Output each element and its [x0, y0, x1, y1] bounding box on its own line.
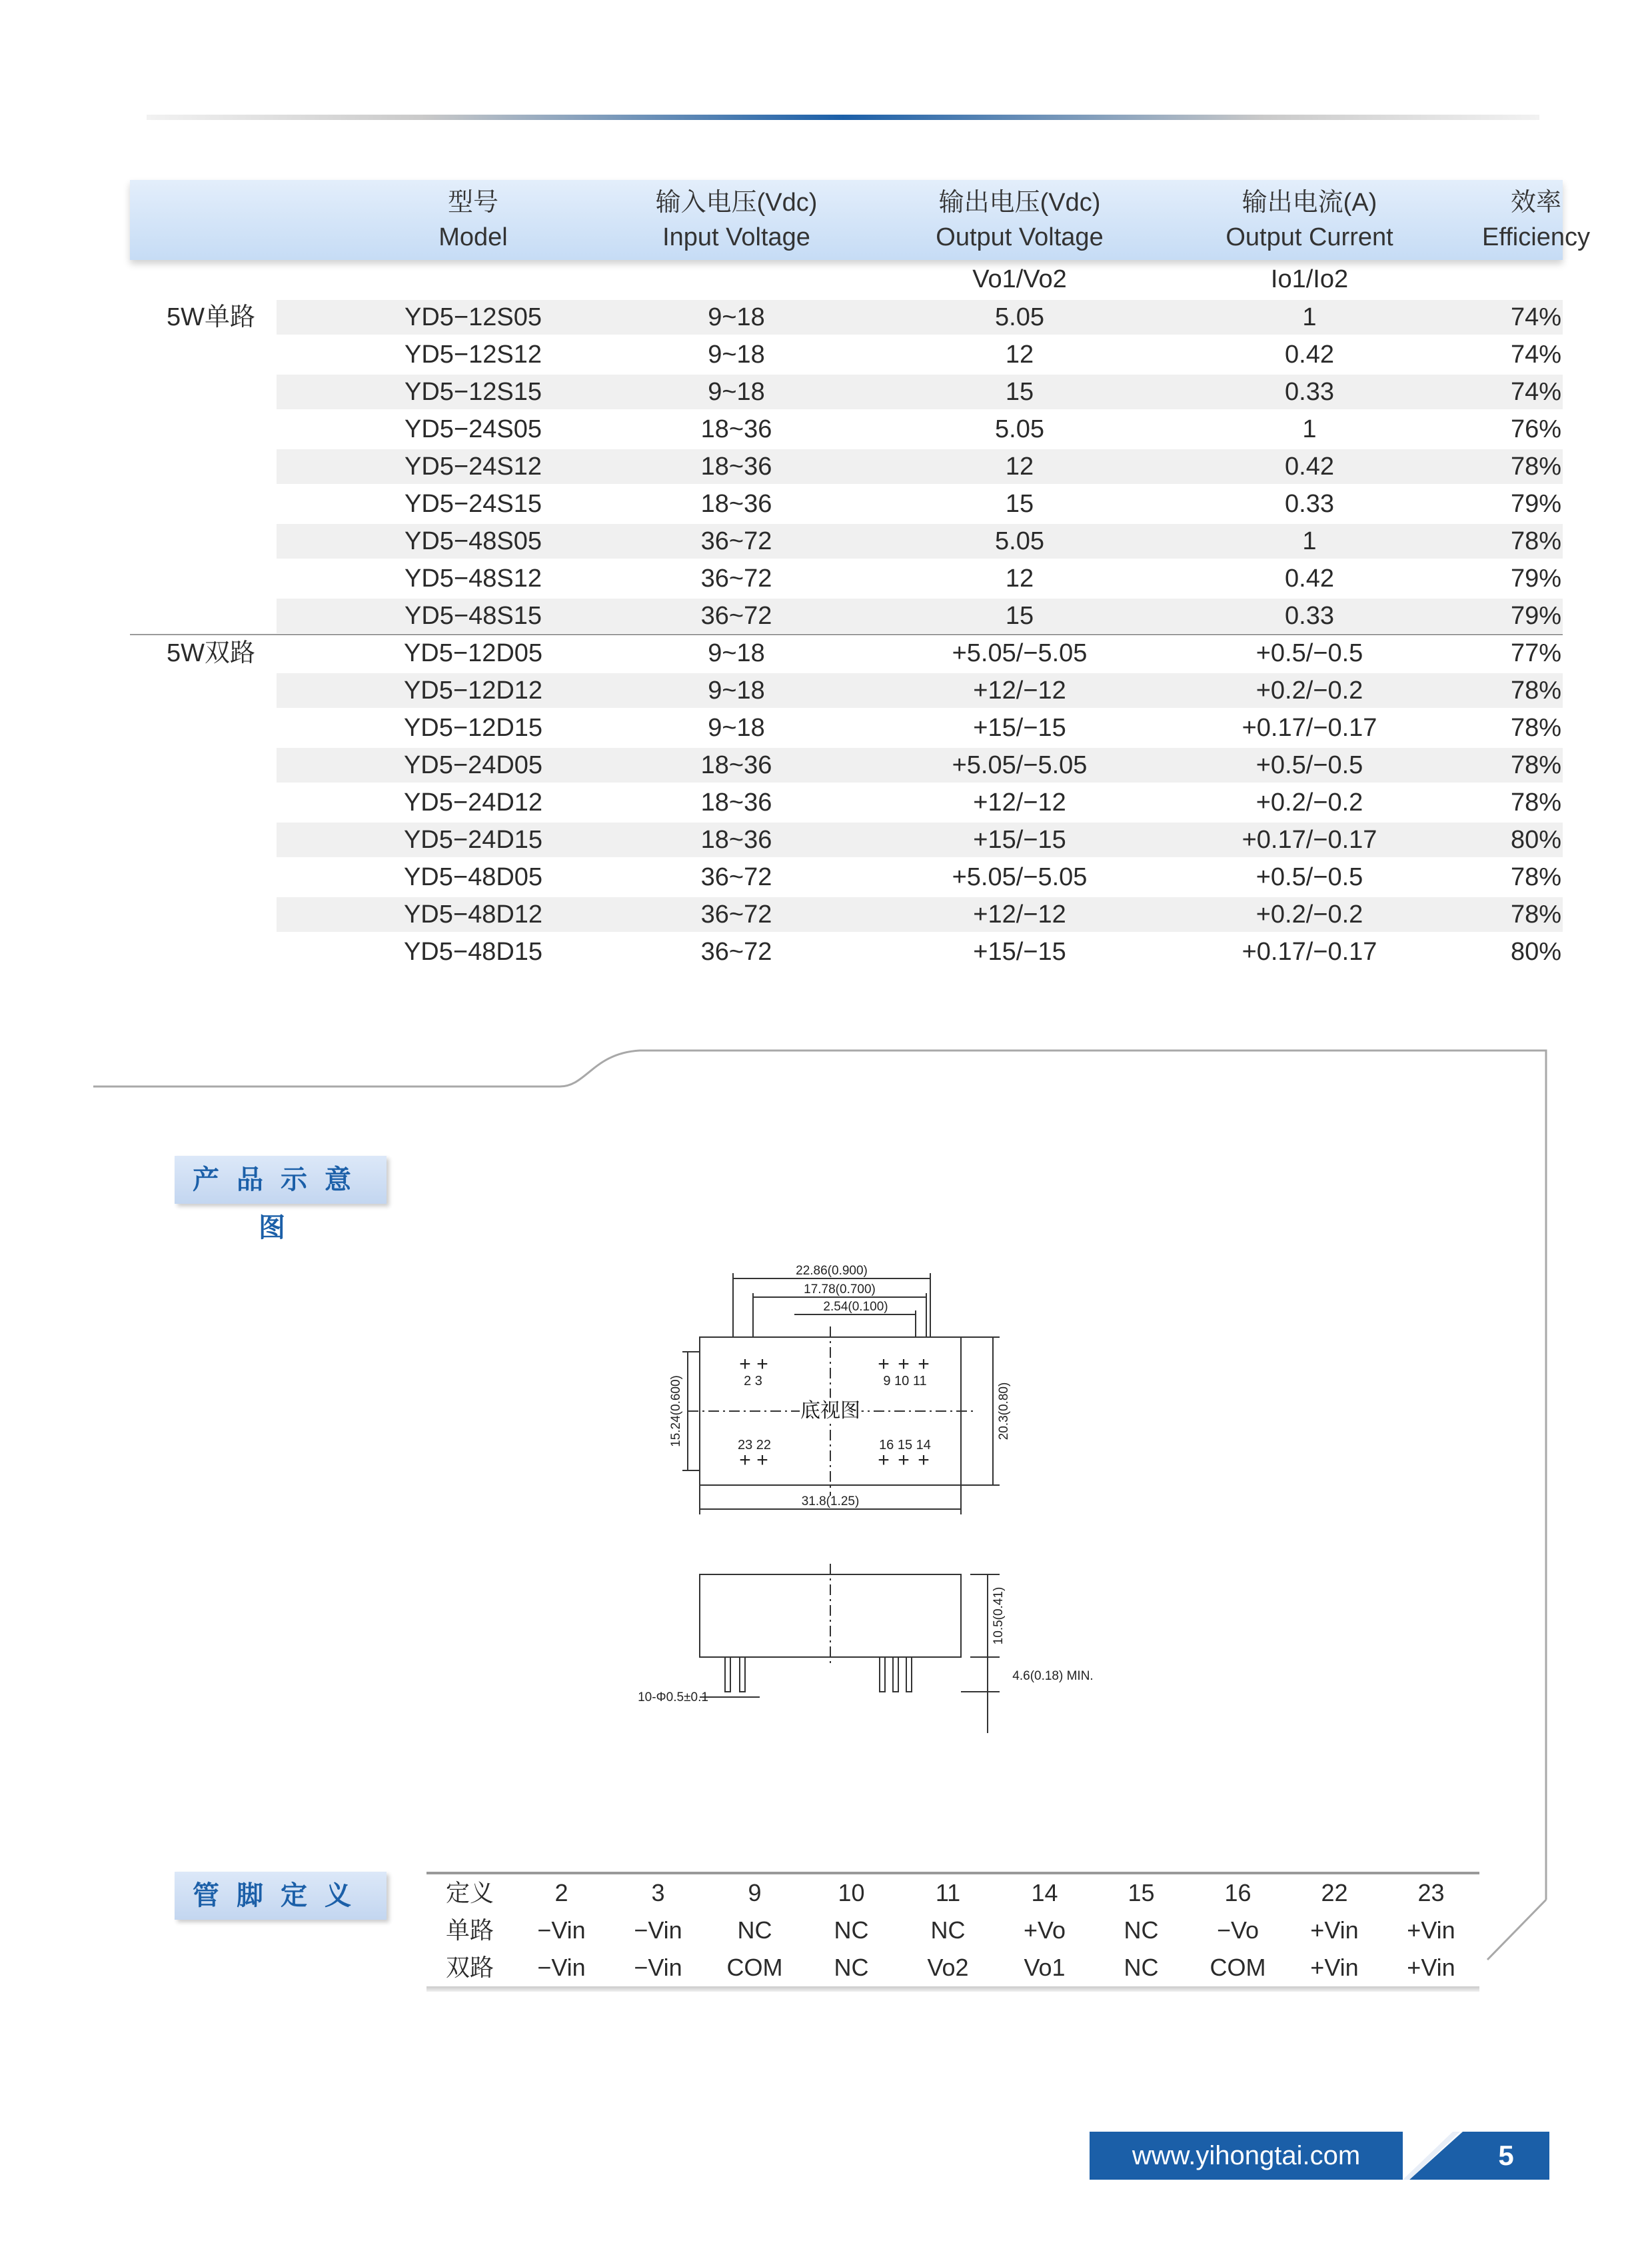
cell-eff: 80%	[1510, 826, 1562, 854]
spec-row	[130, 336, 1563, 373]
cell-vout: 5.05	[995, 303, 1044, 331]
cell-iout: +0.17/−0.17	[1241, 826, 1377, 854]
spec-subheader	[130, 260, 1563, 299]
cell-model: YD5−48D12	[403, 901, 543, 929]
spec-row	[130, 933, 1563, 971]
cell-eff: 78%	[1510, 751, 1562, 779]
cell-eff: 78%	[1510, 901, 1562, 929]
pin-row-label: 单路	[445, 1916, 494, 1944]
pin-cell: COM	[726, 1954, 783, 1981]
dim-height: 10.5(0.41)	[992, 1586, 1006, 1645]
spec-row	[130, 896, 1563, 933]
cell-eff: 78%	[1510, 453, 1562, 481]
cell-eff: 78%	[1510, 677, 1562, 705]
cell-eff: 78%	[1510, 789, 1562, 817]
cell-eff: 79%	[1510, 602, 1562, 630]
cell-iout: +0.2/−0.2	[1255, 677, 1363, 705]
spec-row	[130, 635, 1563, 672]
subheader-output-voltage: Vo1/Vo2	[972, 265, 1067, 293]
pin-cell: +Vin	[1407, 1954, 1455, 1981]
cell-iout: 1	[1302, 415, 1317, 443]
subheader-output-current: Io1/Io2	[1270, 265, 1349, 293]
cell-vin: 36~72	[700, 863, 772, 891]
cell-iout: 0.33	[1285, 490, 1334, 518]
pin-cell: NC	[834, 1916, 869, 1944]
dim-left: 15.24(0.600)	[669, 1375, 683, 1447]
pin-row-label: 双路	[445, 1954, 494, 1981]
page-number: 5	[1498, 2140, 1514, 2171]
pin-table-bottom-rule	[426, 1986, 1479, 1992]
cell-model: YD5−48S15	[405, 602, 542, 630]
pin-table-body	[426, 1874, 1479, 1986]
cell-iout: 0.33	[1285, 602, 1334, 630]
header-output-current	[1170, 185, 1449, 255]
pin-cell: COM	[1210, 1954, 1266, 1981]
spec-table-body	[130, 299, 1563, 971]
cell-model: YD5−48D15	[403, 938, 543, 966]
spec-row	[130, 485, 1563, 523]
dim-right: 20.3(0.80)	[997, 1382, 1011, 1440]
cell-iout: 1	[1302, 303, 1317, 331]
header-output-voltage-zh: 输出电压(Vdc)	[938, 189, 1101, 217]
dim-pin-dia: 10-Φ0.5±0.1	[638, 1690, 708, 1704]
pin-definition-title: 管脚定义	[175, 1872, 387, 1920]
spec-table-header	[130, 180, 1590, 260]
cell-model: YD5−24S15	[405, 490, 542, 518]
cell-iout: 1	[1302, 527, 1317, 555]
cell-vin: 9~18	[708, 303, 765, 331]
cell-vout: 12	[1005, 341, 1034, 369]
header-input-voltage	[636, 185, 836, 255]
pin-cell: 9	[748, 1879, 762, 1906]
cell-vin: 9~18	[708, 378, 765, 406]
spec-row	[130, 597, 1563, 635]
dim-bottom: 31.8(1.25)	[801, 1494, 860, 1508]
spec-row	[130, 821, 1563, 859]
pin-cell: 10	[838, 1879, 865, 1906]
cell-eff: 79%	[1510, 490, 1562, 518]
cell-iout: +0.5/−0.5	[1255, 639, 1363, 667]
cell-iout: +0.2/−0.2	[1255, 901, 1363, 929]
svg-text:+: +	[739, 1353, 751, 1375]
pin-table	[426, 1872, 1479, 1992]
pin-row-label: 定义	[445, 1879, 494, 1906]
pin-cell: −Vin	[634, 1954, 682, 1981]
cell-vin: 36~72	[700, 938, 772, 966]
cell-iout: +0.17/−0.17	[1241, 938, 1377, 966]
cell-model: YD5−24D15	[403, 826, 543, 854]
pin-cell: 2	[554, 1879, 568, 1906]
pin-row	[426, 1912, 1479, 1949]
header-output-current-zh: 输出电流(A)	[1241, 189, 1377, 217]
cell-eff: 80%	[1510, 938, 1562, 966]
cell-model: YD5−24S12	[405, 453, 542, 481]
cell-vin: 36~72	[700, 602, 772, 630]
svg-text:+: +	[898, 1449, 910, 1471]
cell-eff: 79%	[1510, 565, 1562, 593]
pin-cell: −Vin	[537, 1954, 586, 1981]
cell-eff: 77%	[1510, 639, 1562, 667]
cell-vin: 9~18	[708, 677, 765, 705]
cell-model: YD5−12D05	[403, 639, 543, 667]
cell-vout: +12/−12	[973, 789, 1066, 817]
svg-text:+: +	[898, 1353, 910, 1375]
cell-iout: +0.17/−0.17	[1241, 714, 1377, 742]
header-model-zh: 型号	[447, 189, 498, 217]
pin-cell: NC	[930, 1916, 966, 1944]
cell-vout: +15/−15	[973, 826, 1066, 854]
spec-row	[130, 784, 1563, 821]
cell-model: YD5−12S12	[405, 341, 542, 369]
pin-cell: 14	[1031, 1879, 1058, 1906]
pin-cell: 11	[935, 1879, 961, 1906]
pin-cell: Vo1	[1024, 1954, 1066, 1981]
spec-row	[130, 523, 1563, 560]
cell-vin: 9~18	[708, 639, 765, 667]
svg-text:+: +	[756, 1449, 768, 1471]
pin-cell: +Vo	[1023, 1916, 1066, 1944]
cell-iout: +0.5/−0.5	[1255, 751, 1363, 779]
cell-vin: 9~18	[708, 341, 765, 369]
cell-eff: 74%	[1510, 378, 1562, 406]
svg-text:+: +	[878, 1353, 890, 1375]
svg-text:+: +	[756, 1353, 768, 1375]
header-output-voltage-en: Output Voltage	[936, 223, 1104, 251]
product-drawing	[600, 1253, 1120, 1760]
cell-eff: 74%	[1510, 341, 1562, 369]
pin-row	[426, 1874, 1479, 1912]
cell-vout: 15	[1005, 602, 1034, 630]
pin-cell: +Vin	[1310, 1916, 1359, 1944]
dim-top-inner: 2.54(0.100)	[823, 1300, 888, 1314]
pin-cell: −Vo	[1216, 1916, 1259, 1944]
cell-model: YD5−12S15	[405, 378, 542, 406]
pin-cell: Vo2	[927, 1954, 969, 1981]
cell-eff: 78%	[1510, 714, 1562, 742]
pin-row	[426, 1949, 1479, 1986]
header-model-en: Model	[438, 223, 508, 251]
cell-model: YD5−24D12	[403, 789, 543, 817]
header-efficiency-en: Efficiency	[1482, 223, 1590, 251]
footer-url[interactable]: www.yihongtai.com	[1132, 2141, 1361, 2170]
spec-row	[130, 448, 1563, 485]
cell-vout: +15/−15	[973, 938, 1066, 966]
dim-pin-length: 4.6(0.18) MIN.	[1012, 1669, 1094, 1683]
cell-vout: 15	[1005, 490, 1034, 518]
cell-model: YD5−12D12	[403, 677, 543, 705]
cell-model: YD5−24S05	[405, 415, 542, 443]
cell-vout: 5.05	[995, 527, 1044, 555]
cell-vout: +5.05/−5.05	[952, 751, 1088, 779]
pins-bottom-left: 23 22	[737, 1438, 772, 1452]
cell-model: YD5−48S12	[405, 565, 542, 593]
top-decorative-rule	[147, 115, 1539, 120]
cell-vin: 36~72	[700, 527, 772, 555]
cell-vin: 18~36	[700, 453, 772, 481]
cell-vout: 15	[1005, 378, 1034, 406]
spec-row	[130, 859, 1563, 896]
cell-iout: +0.2/−0.2	[1255, 789, 1363, 817]
cell-vin: 18~36	[700, 826, 772, 854]
pin-cell: 23	[1417, 1879, 1445, 1906]
svg-text:+: +	[918, 1449, 930, 1471]
cell-iout: 0.42	[1285, 453, 1334, 481]
cell-vout: 5.05	[995, 415, 1044, 443]
pin-cell: +Vin	[1407, 1916, 1455, 1944]
header-input-voltage-zh: 输入电压(Vdc)	[655, 189, 818, 217]
pin-cell: 3	[651, 1879, 665, 1906]
cell-vin: 18~36	[700, 490, 772, 518]
cell-iout: 0.42	[1285, 565, 1334, 593]
cell-vin: 36~72	[700, 901, 772, 929]
group-label: 5W单路	[167, 303, 256, 331]
pin-cell: 15	[1128, 1879, 1155, 1906]
cell-vin: 18~36	[700, 789, 772, 817]
cell-eff: 78%	[1510, 527, 1562, 555]
svg-text:+: +	[739, 1449, 751, 1471]
cell-model: YD5−12D15	[403, 714, 543, 742]
cell-vout: +12/−12	[973, 901, 1066, 929]
spec-row	[130, 560, 1563, 597]
svg-text:+: +	[878, 1449, 890, 1471]
spec-row	[130, 373, 1563, 411]
cell-vin: 36~72	[700, 565, 772, 593]
cell-vout: +5.05/−5.05	[952, 639, 1088, 667]
cell-iout: 0.33	[1285, 378, 1334, 406]
pin-cell: −Vin	[634, 1916, 682, 1944]
cell-vout: +12/−12	[973, 677, 1066, 705]
dim-top-mid: 17.78(0.700)	[804, 1282, 876, 1296]
cell-vout: 12	[1005, 453, 1034, 481]
svg-text:+: +	[918, 1353, 930, 1375]
cell-model: YD5−48S05	[405, 527, 542, 555]
spec-row	[130, 747, 1563, 784]
dim-top-outer: 22.86(0.900)	[796, 1264, 868, 1278]
spec-table	[130, 180, 1590, 971]
header-output-voltage	[880, 185, 1160, 255]
spec-row	[130, 709, 1563, 747]
header-output-current-en: Output Current	[1226, 223, 1393, 251]
spec-row	[130, 672, 1563, 709]
cell-vin: 18~36	[700, 751, 772, 779]
header-model	[373, 185, 573, 255]
pins-top-right: 9 10 11	[883, 1374, 927, 1388]
bottom-view-label: 底视图	[800, 1400, 860, 1422]
cell-iout: 0.42	[1285, 341, 1334, 369]
product-diagram-title: 产品示意图	[175, 1156, 387, 1204]
cell-vin: 9~18	[708, 714, 765, 742]
pin-cell: 16	[1224, 1879, 1251, 1906]
header-efficiency-zh: 效率	[1510, 189, 1561, 217]
header-efficiency	[1436, 185, 1636, 255]
cell-vout: 12	[1005, 565, 1034, 593]
pins-bottom-right: 16 15 14	[879, 1438, 931, 1452]
pins-top-left: 2 3	[744, 1374, 762, 1388]
cell-vin: 18~36	[700, 415, 772, 443]
cell-iout: +0.5/−0.5	[1255, 863, 1363, 891]
pin-cell: NC	[737, 1916, 772, 1944]
cell-model: YD5−24D05	[403, 751, 543, 779]
pin-cell: 22	[1321, 1879, 1348, 1906]
pin-cell: NC	[1124, 1954, 1159, 1981]
pin-cell: +Vin	[1310, 1954, 1359, 1981]
spec-row	[130, 299, 1563, 336]
cell-model: YD5−12S05	[405, 303, 542, 331]
cell-vout: +5.05/−5.05	[952, 863, 1088, 891]
header-input-voltage-en: Input Voltage	[662, 223, 810, 251]
group-label: 5W双路	[167, 639, 256, 667]
cell-eff: 76%	[1510, 415, 1562, 443]
pin-cell: −Vin	[537, 1916, 586, 1944]
cell-eff: 74%	[1510, 303, 1562, 331]
spec-row	[130, 411, 1563, 448]
cell-eff: 78%	[1510, 863, 1562, 891]
cell-vout: +15/−15	[973, 714, 1066, 742]
pin-cell: NC	[834, 1954, 869, 1981]
cell-model: YD5−48D05	[403, 863, 543, 891]
pin-cell: NC	[1124, 1916, 1159, 1944]
